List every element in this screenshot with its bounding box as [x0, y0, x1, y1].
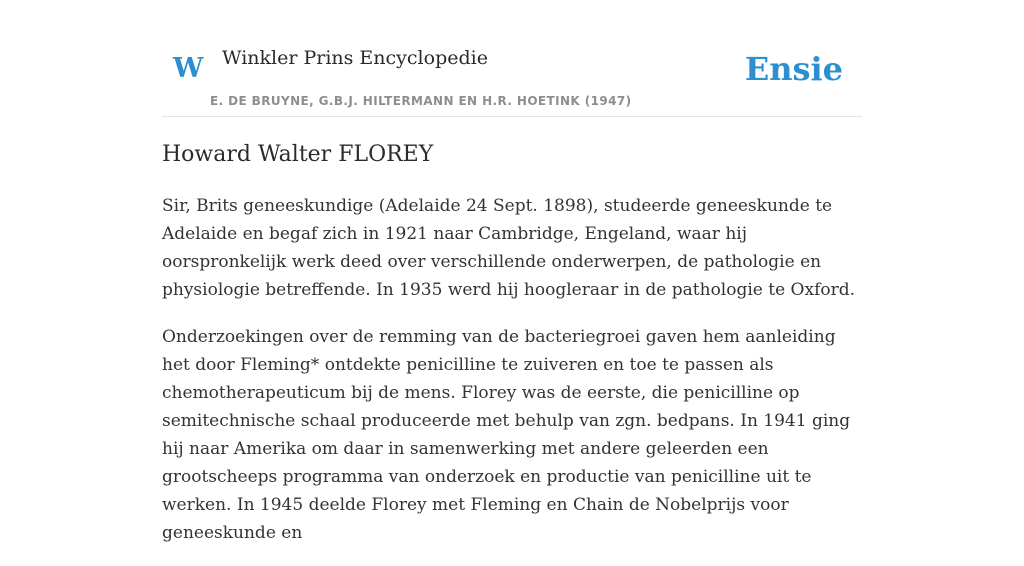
source-header — [162, 0, 862, 117]
source-authors: E. DE BRUYNE, G.B.J. HILTERMANN EN H.R. HOETINK (1947) — [210, 94, 632, 108]
article-title: Howard Walter FLOREY — [162, 142, 434, 167]
article-paragraph: Onderzoekingen over de remming van de bacteriegroei gaven hem aanleiding het door Fleming* ontdekte penicilline te zuiveren en toe te passen als chemotherapeuticum bij de mens. Florey was de eerste, die penicilline op semitechnische schaal produceerde met behulp van zgn. bedpans. In 1941 ging hij naar Amerika om daar in samenwerking met andere geleerden een grootscheeps programma van onderzoek en productie van penicilline uit te werken. In 1945 deelde Florey met Fleming en Chain de Nobelprijs voor geneeskunde en — [162, 327, 851, 543]
source-title-link[interactable]: Winkler Prins Encyclopedie — [222, 47, 488, 69]
source-logo[interactable]: W — [173, 53, 204, 84]
article-body — [162, 192, 862, 566]
brand-logo[interactable]: Ensie — [744, 50, 843, 88]
article-paragraph: Sir, Brits geneeskundige (Adelaide 24 Sept. 1898), studeerde geneeskunde te Adelaide en begaf zich in 1921 naar Cambridge, Engeland, waar hij oorspronkelijk werk deed over verschillende onderwerpen, de pathologie en physiologie betreffende. In 1935 werd hij hoogleraar in de pathologie te Oxford. — [162, 196, 856, 300]
article-card — [162, 0, 862, 543]
